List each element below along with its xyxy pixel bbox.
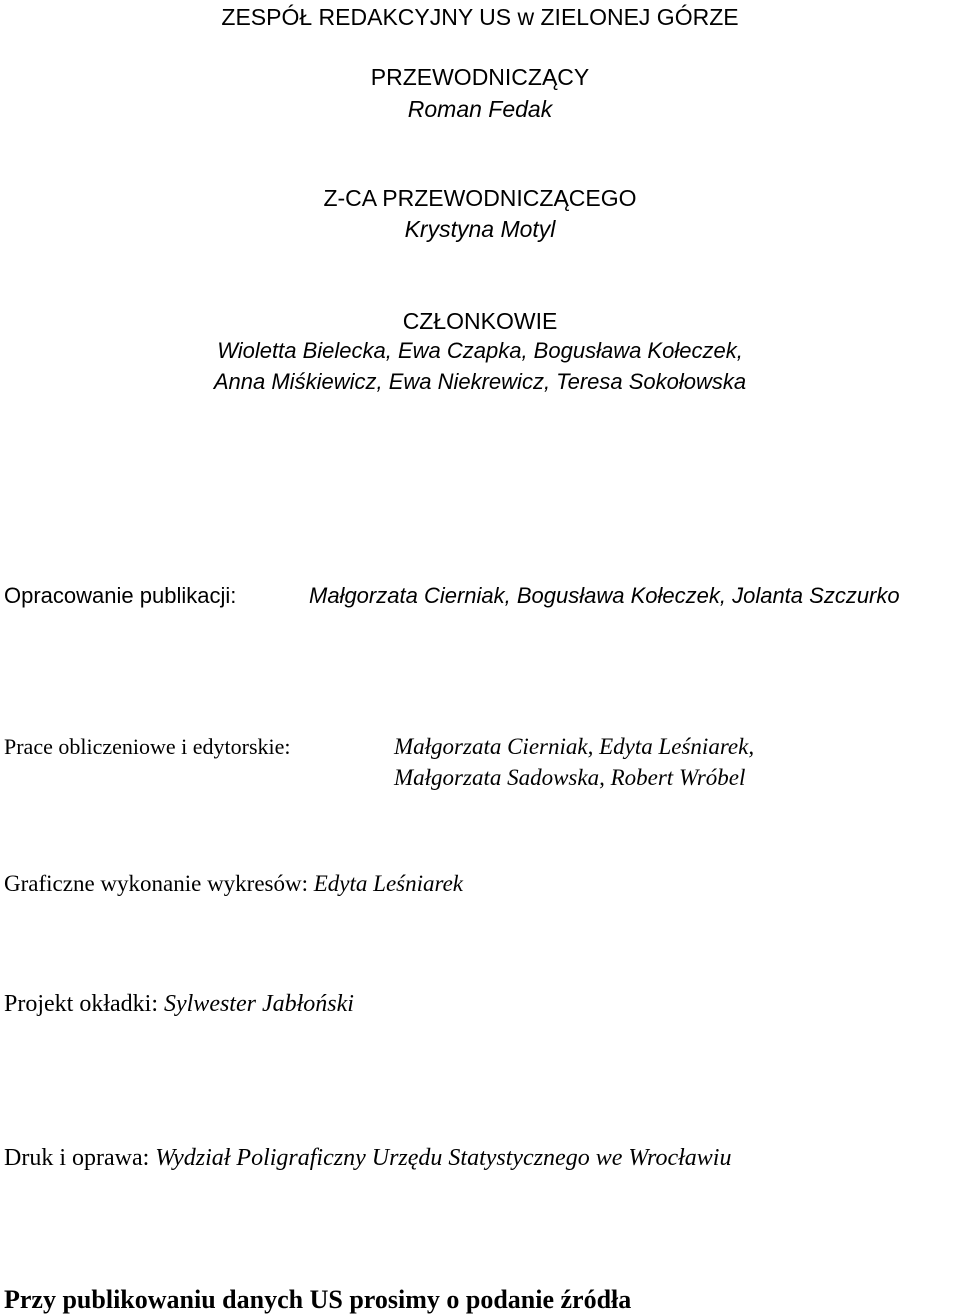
members-role-heading: CZŁONKOWIE (402, 308, 558, 334)
computation-names-line-1: Małgorzata Cierniak, Edyta Leśniarek, (394, 734, 755, 759)
charts-name: Edyta Leśniarek (313, 871, 464, 896)
cover-name: Sylwester Jabłoński (163, 991, 354, 1017)
charts-label: Graficzne wykonanie wykresów: (4, 871, 308, 896)
computation-label: Prace obliczeniowe i edytorskie: (4, 734, 291, 759)
cover-label: Projekt okładki: (4, 991, 158, 1017)
publication-names: Małgorzata Cierniak, Bogusława Kołeczek, Jolanta Szczurko (309, 583, 900, 608)
charts-credit-line (4, 872, 463, 895)
source-citation-notice: Przy publikowaniu danych US prosimy o podanie źródła (4, 1285, 632, 1314)
cover-credit-line (4, 992, 354, 1016)
members-names-line-1: Wioletta Bielecka, Ewa Czapka, Bogusława Kołeczek, (217, 338, 743, 363)
deputy-role-heading: Z-CA PRZEWODNICZĄCEGO (323, 185, 637, 211)
print-label: Druk i oprawa: (4, 1145, 150, 1171)
chair-role-heading: PRZEWODNICZĄCY (370, 64, 590, 90)
publication-label: Opracowanie publikacji: (4, 583, 237, 608)
members-names-line-2: Anna Miśkiewicz, Ewa Niekrewicz, Teresa Sokołowska (213, 369, 747, 394)
print-name: Wydział Poligraficzny Urzędu Statystycznego we Wrocławiu (155, 1145, 732, 1171)
print-credit-line (4, 1146, 731, 1170)
editorial-team-title: ZESPÓŁ REDAKCYJNY US w ZIELONEJ GÓRZE (221, 4, 739, 30)
deputy-name: Krystyna Motyl (404, 216, 556, 242)
computation-names-line-2: Małgorzata Sadowska, Robert Wróbel (394, 765, 746, 790)
chair-name: Roman Fedak (407, 96, 553, 122)
